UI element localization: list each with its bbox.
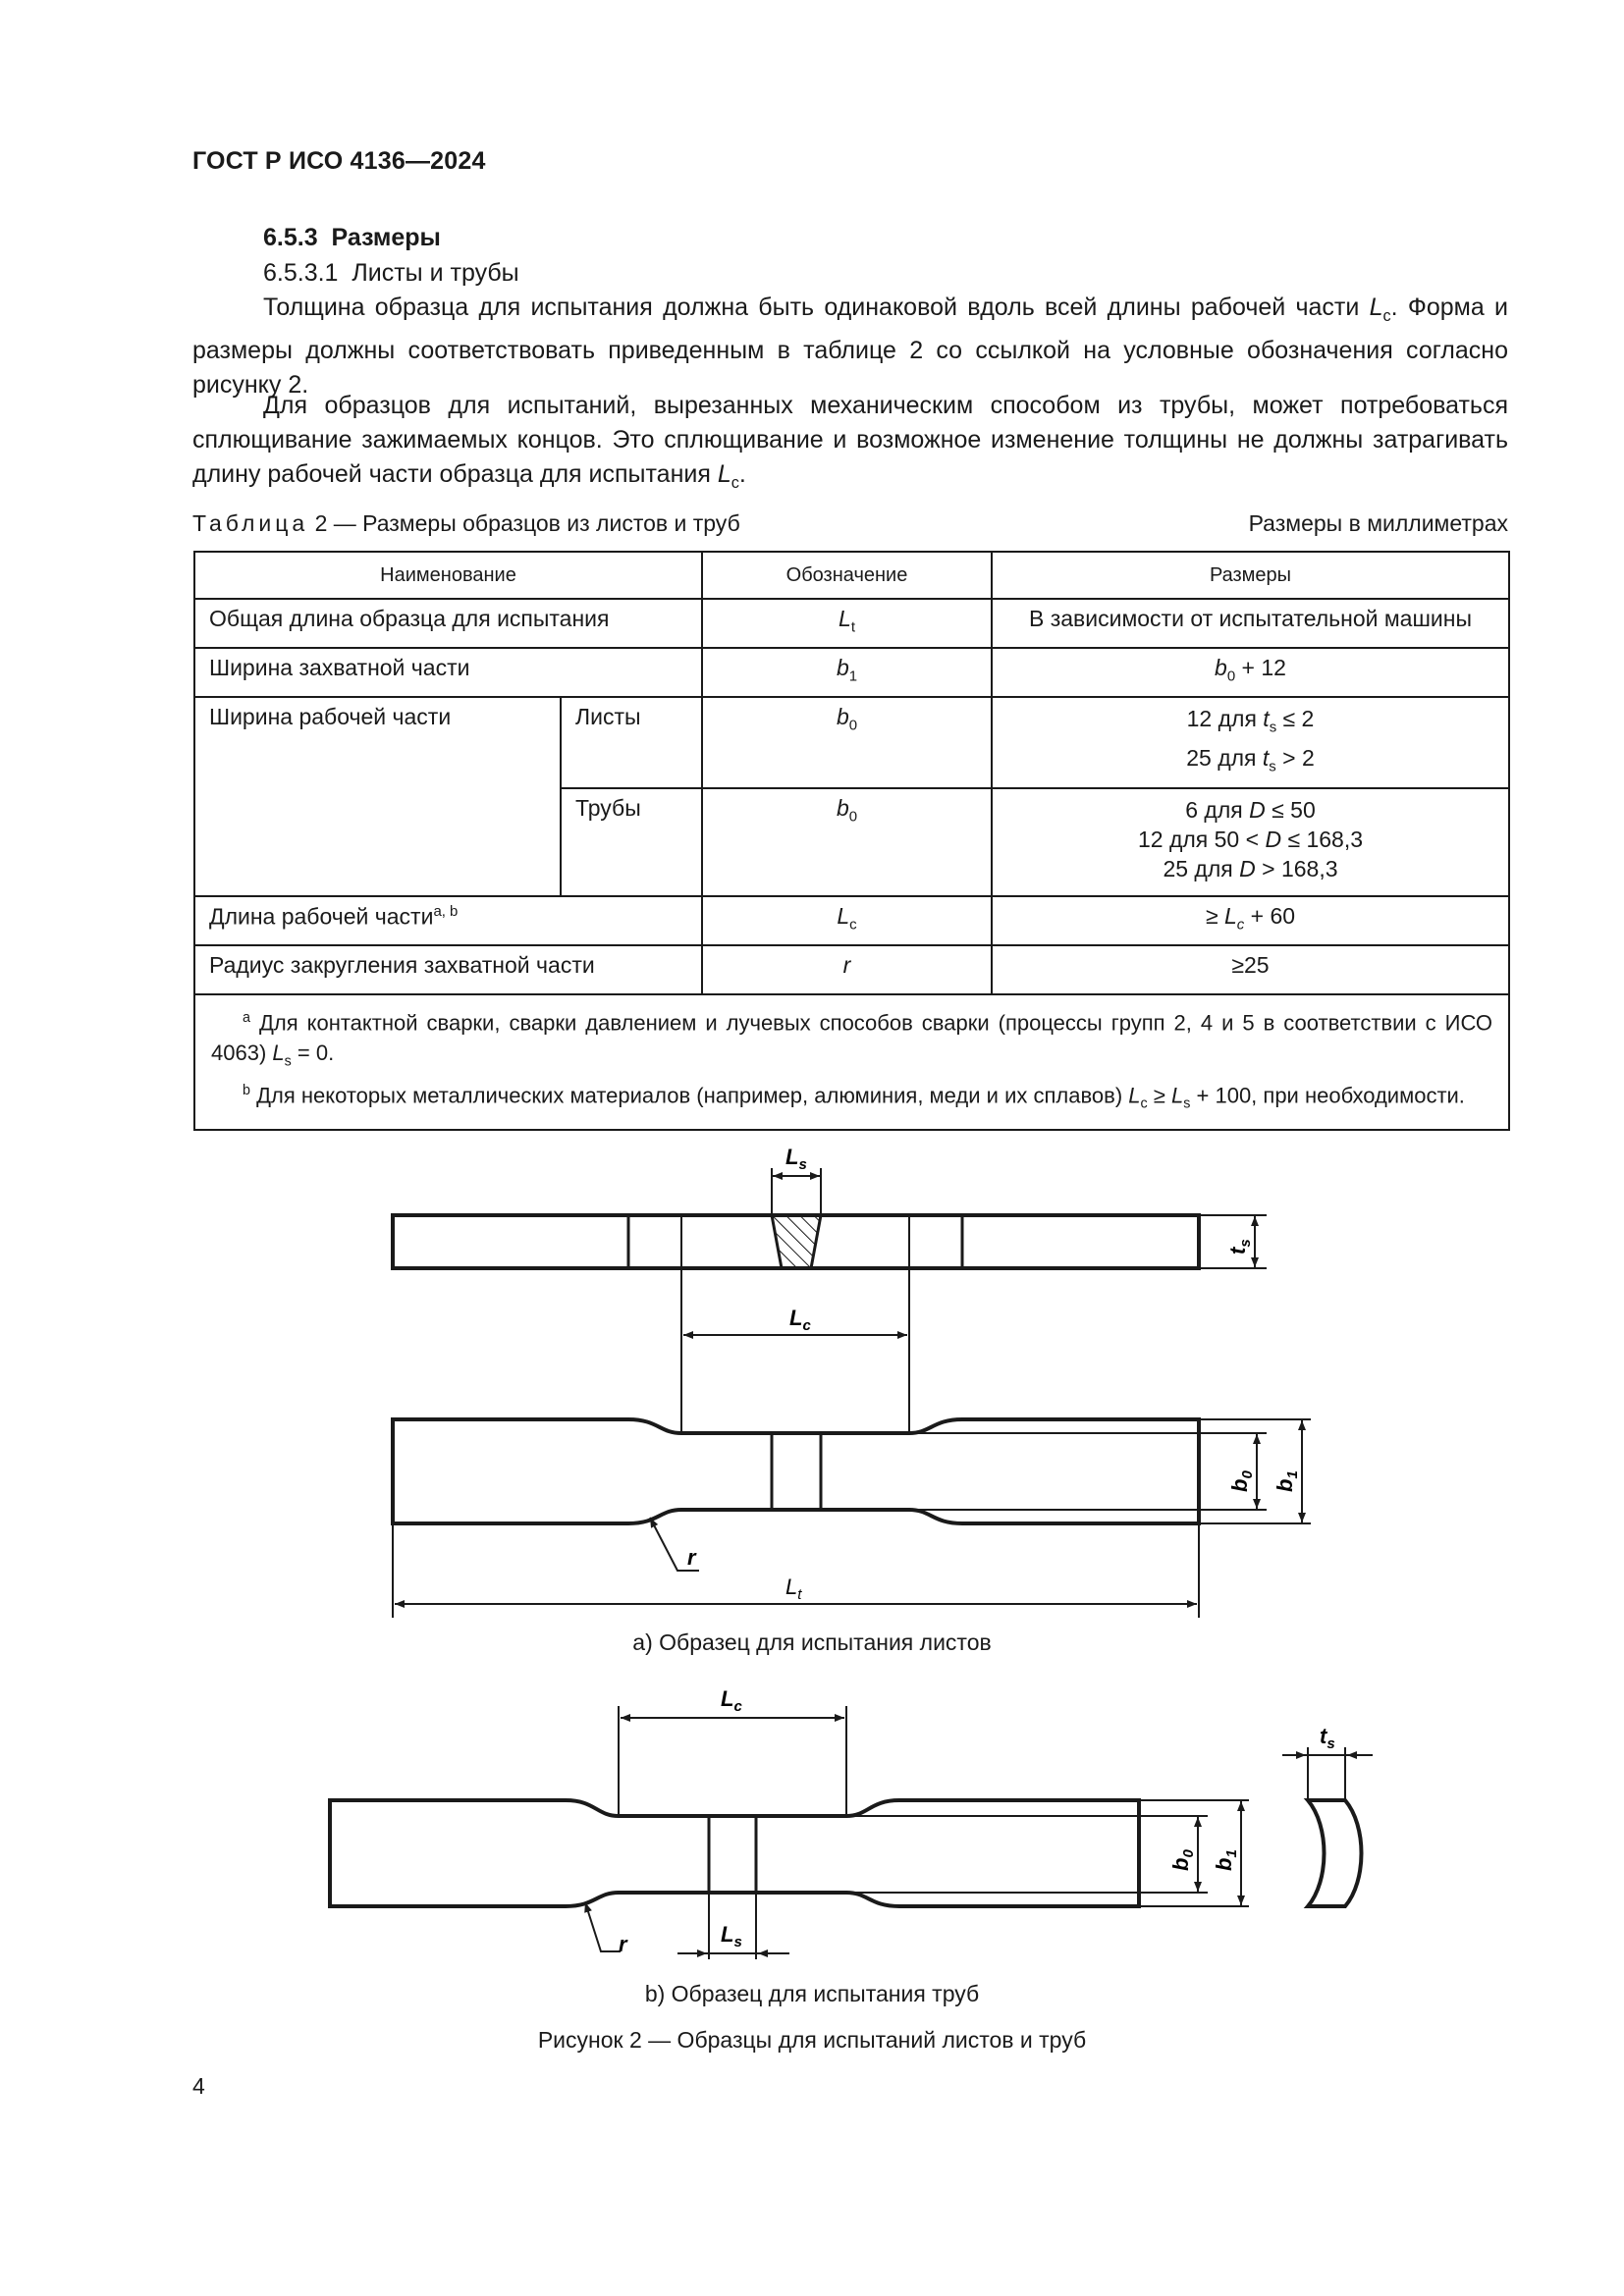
symbol-l: L — [1369, 294, 1383, 321]
sym: b — [836, 795, 849, 822]
row-radius-name: Радиус закругления захватной части — [194, 945, 702, 994]
note-text: Для контактной сварки, сварки давлением и лучевых способов сварки (процессы групп 2, 4 и 5 в соответствии с ИСО 4063) — [211, 1010, 1492, 1065]
table-caption-text: 2 — Размеры образцов из листов и труб — [314, 510, 740, 536]
figure-caption-main: Рисунок 2 — Образцы для испытаний листов и труб — [537, 2027, 1087, 2053]
row-grip-width-name: Ширина захватной части — [194, 648, 702, 697]
row-sheets-label: Листы — [561, 697, 702, 788]
sym-sub: s — [284, 1052, 292, 1069]
label-ts: $t_s$ — [1225, 1239, 1254, 1255]
sym: L — [1223, 903, 1237, 930]
sym: t — [1262, 744, 1270, 771]
row-radius-sym: r — [702, 945, 992, 994]
sheet-side-view — [393, 1168, 1267, 1433]
v-post: ≤ 168,3 — [1281, 827, 1364, 853]
sym-sub: c — [849, 916, 857, 934]
note-mid: ≥ — [1147, 1083, 1171, 1108]
row-total-length-value: В зависимости от испытательной машины — [992, 599, 1509, 648]
label-ts-tube: $t_s$ — [1320, 1724, 1335, 1752]
radius-leader-tube — [585, 1902, 621, 1951]
v-pre: 12 для — [1186, 706, 1264, 731]
header-name: Наименование — [194, 552, 702, 599]
sym: L — [1171, 1083, 1184, 1108]
tube-cross-section — [1282, 1747, 1373, 1906]
label-r-tube: r — [619, 1932, 627, 1956]
v-pre: 25 для — [1163, 856, 1240, 882]
v-pre: 12 для 50 < — [1137, 827, 1266, 853]
sym-sub: c — [1140, 1095, 1148, 1112]
figure-caption-a: a) Образец для испытания листов — [632, 1629, 992, 1655]
header-designation: Обозначение — [702, 552, 992, 599]
v-post: > 2 — [1275, 744, 1315, 771]
sym-sub: t — [850, 618, 855, 636]
sym: L — [839, 606, 851, 631]
row-radius-value: ≥25 — [992, 945, 1509, 994]
table-units: Размеры в миллиметрах — [1248, 510, 1508, 536]
row-tubes-label: Трубы — [561, 788, 702, 896]
sym: D — [1239, 856, 1256, 882]
sym: D — [1265, 827, 1282, 853]
v-pre: 25 для — [1186, 744, 1263, 771]
row-total-length-name: Общая длина образца для испытания — [194, 599, 702, 648]
label-ls: $L_s$ — [785, 1145, 807, 1173]
label-lc: $L_c$ — [789, 1306, 811, 1334]
subsection-number: 6.5.3.1 — [263, 259, 339, 287]
sym-sub: 0 — [848, 808, 858, 826]
section-number: 6.5.3 — [263, 224, 318, 251]
sym: b — [836, 704, 849, 729]
v-pre: ≥ — [1205, 903, 1224, 930]
weld-hatch — [772, 1215, 821, 1268]
label-ls-tube: $L_s$ — [721, 1922, 742, 1950]
sym-sub: 1 — [848, 667, 858, 685]
symbol-l: L — [717, 460, 731, 488]
sheet-plan-outline — [393, 1419, 1199, 1523]
figure-caption-b: b) Образец для испытания труб — [644, 1981, 980, 2006]
page-number: 4 — [192, 2073, 205, 2099]
paragraph-2-end: . — [738, 460, 746, 488]
sym: t — [1263, 706, 1270, 731]
header-dimensions: Размеры — [992, 552, 1509, 599]
note-end: + 100, при необходимости. — [1190, 1083, 1465, 1108]
sym: b — [1215, 655, 1227, 680]
sheet-plan-view — [393, 1419, 1311, 1618]
label-b1: $b_1$ — [1272, 1470, 1301, 1492]
symbol-sub: c — [731, 474, 739, 492]
footnote-ref: a, b — [433, 903, 459, 921]
paragraph-1-text: Толщина образца для испытания должна быть одинаковой вдоль всей длины рабочей части — [263, 294, 1360, 321]
v-post: ≤ 2 — [1276, 706, 1315, 731]
sym-sub: 0 — [1226, 667, 1236, 685]
sym-sub: 0 — [848, 717, 858, 734]
label-b1-tube: $b_1$ — [1212, 1849, 1240, 1871]
sym-sub: s — [1183, 1095, 1191, 1112]
note-mark: a — [243, 1010, 250, 1027]
note-text: Для некоторых металлических материалов (например, алюминия, меди и их сплавов) — [256, 1083, 1123, 1108]
symbol-sub: c — [1382, 307, 1391, 325]
label-b0-tube: $b_0$ — [1168, 1849, 1197, 1871]
sym: L — [272, 1040, 285, 1065]
note-end: = 0. — [291, 1040, 335, 1065]
note-mark: b — [243, 1082, 250, 1098]
v-post: > 168,3 — [1255, 856, 1338, 882]
sym: L — [837, 903, 850, 930]
sym: D — [1249, 797, 1266, 824]
sym-sub: c — [1236, 916, 1245, 934]
section-title: Размеры — [331, 224, 441, 251]
paragraph-1-text-end: . Форма и размеры должны соответствовать приведенным в таблице 2 со ссылкой на условные обозначения согласно рисунку 2. — [192, 294, 1508, 399]
sym-sub: s — [1269, 719, 1277, 736]
v-post: + 60 — [1244, 903, 1296, 930]
name-text: Длина рабочей части — [209, 903, 434, 930]
label-r: r — [687, 1545, 696, 1570]
label-lt: $L_t$ — [785, 1575, 802, 1603]
subsection-title: Листы и трубы — [352, 259, 519, 287]
row-working-width-name: Ширина рабочей части — [194, 697, 561, 896]
sym-sub: s — [1269, 758, 1276, 775]
v-pre: 6 для — [1185, 797, 1250, 824]
sym: b — [836, 655, 849, 680]
table-caption-word: Таблица — [192, 510, 309, 536]
label-lc-tube: $L_c$ — [721, 1686, 742, 1715]
paragraph-2-text: Для образцов для испытаний, вырезанных механическим способом из трубы, может потребоваться сплющивание зажимаемых концов. Это сплющивание и возможное изменение толщины не должны затрагивать длину рабочей части образца для испытания — [192, 392, 1508, 488]
document-header: ГОСТ Р ИСО 4136—2024 — [192, 147, 486, 175]
value-rest: + 12 — [1235, 655, 1286, 680]
label-b0: $b_0$ — [1227, 1470, 1256, 1492]
tube-section-outline — [1308, 1800, 1362, 1906]
sym: L — [1128, 1083, 1141, 1108]
tube-plan-view — [330, 1706, 1249, 1959]
v-post: ≤ 50 — [1265, 797, 1316, 824]
